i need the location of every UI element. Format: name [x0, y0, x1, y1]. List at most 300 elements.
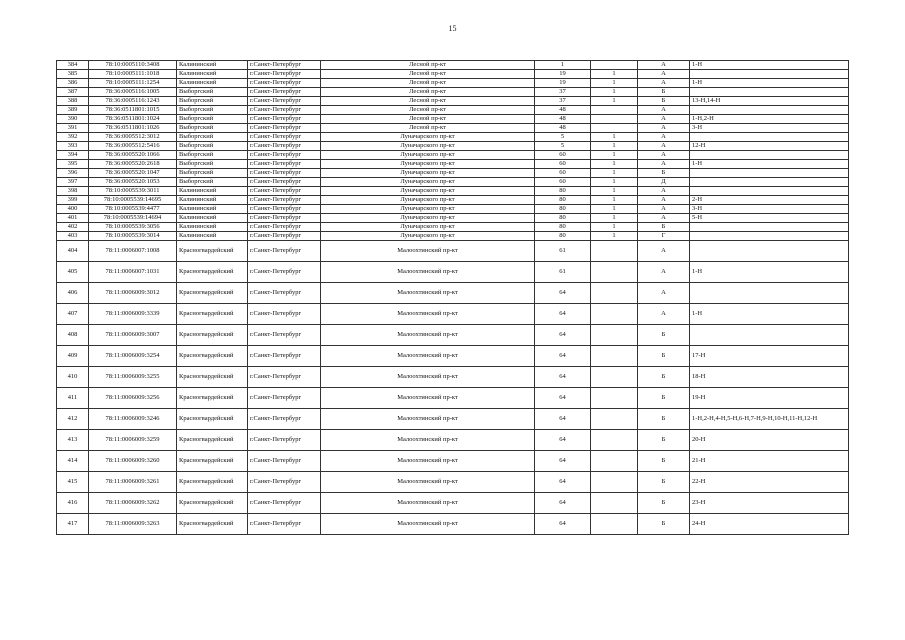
building-cell [591, 472, 638, 493]
table-row [57, 61, 849, 70]
premises-cell [690, 133, 849, 142]
building-cell [591, 493, 638, 514]
letter-cell: Д [638, 178, 690, 187]
premises-cell: 18-Н [690, 367, 849, 388]
street-cell: Малоохтинский пр-кт [321, 283, 535, 304]
district-cell: Выборгский [177, 178, 248, 187]
district-cell: Красногвардейский [177, 493, 248, 514]
premises-cell: 24-Н [690, 514, 849, 535]
house-number-cell: 64 [535, 451, 591, 472]
cadastral-number-cell: 78:10:0005539:3014 [89, 232, 177, 241]
street-cell: Малоохтинский пр-кт [321, 409, 535, 430]
street-cell: Малоохтинский пр-кт [321, 241, 535, 262]
premises-cell: 3-Н [690, 124, 849, 133]
building-cell: 1 [591, 88, 638, 97]
table-row [57, 232, 849, 241]
street-cell: Луначарского пр-кт [321, 205, 535, 214]
row-number-cell: 393 [57, 142, 89, 151]
letter-cell: Г [638, 232, 690, 241]
premises-cell [690, 241, 849, 262]
row-number-cell: 398 [57, 187, 89, 196]
building-cell [591, 451, 638, 472]
building-cell [591, 388, 638, 409]
district-cell: Выборгский [177, 151, 248, 160]
street-cell: Лесной пр-кт [321, 124, 535, 133]
table-row [57, 88, 849, 97]
street-cell: Луначарского пр-кт [321, 178, 535, 187]
table-row [57, 514, 849, 535]
table-row [57, 346, 849, 367]
house-number-cell: 64 [535, 346, 591, 367]
city-cell: г.Санкт-Петербург [248, 451, 321, 472]
cadastral-number-cell: 78:36:0005520:1066 [89, 151, 177, 160]
city-cell: г.Санкт-Петербург [248, 115, 321, 124]
district-cell: Красногвардейский [177, 472, 248, 493]
city-cell: г.Санкт-Петербург [248, 61, 321, 70]
premises-cell: 1-Н,2-Н,4-Н,5-Н,6-Н,7-Н,9-Н,10-Н,11-Н,12-Н [690, 409, 849, 430]
table-row [57, 106, 849, 115]
city-cell: г.Санкт-Петербург [248, 214, 321, 223]
house-number-cell: 64 [535, 325, 591, 346]
letter-cell: Б [638, 514, 690, 535]
row-number-cell: 394 [57, 151, 89, 160]
building-cell: 1 [591, 214, 638, 223]
city-cell: г.Санкт-Петербург [248, 70, 321, 79]
street-cell: Малоохтинский пр-кт [321, 367, 535, 388]
street-cell: Луначарского пр-кт [321, 232, 535, 241]
premises-cell [690, 223, 849, 232]
cadastral-number-cell: 78:36:0511801:1024 [89, 115, 177, 124]
cadastral-number-cell: 78:10:0005539:14695 [89, 196, 177, 205]
table-row [57, 133, 849, 142]
house-number-cell: 64 [535, 493, 591, 514]
row-number-cell: 416 [57, 493, 89, 514]
house-number-cell: 19 [535, 79, 591, 88]
house-number-cell: 64 [535, 472, 591, 493]
row-number-cell: 415 [57, 472, 89, 493]
city-cell: г.Санкт-Петербург [248, 346, 321, 367]
premises-cell: 17-Н [690, 346, 849, 367]
registry-table [56, 60, 849, 535]
house-number-cell: 60 [535, 151, 591, 160]
letter-cell: Б [638, 388, 690, 409]
house-number-cell: 1 [535, 61, 591, 70]
table-row [57, 169, 849, 178]
cadastral-number-cell: 78:11:0006009:3263 [89, 514, 177, 535]
building-cell [591, 304, 638, 325]
city-cell: г.Санкт-Петербург [248, 367, 321, 388]
row-number-cell: 389 [57, 106, 89, 115]
row-number-cell: 414 [57, 451, 89, 472]
city-cell: г.Санкт-Петербург [248, 196, 321, 205]
cadastral-number-cell: 78:10:0005111:1254 [89, 79, 177, 88]
row-number-cell: 399 [57, 196, 89, 205]
row-number-cell: 409 [57, 346, 89, 367]
row-number-cell: 392 [57, 133, 89, 142]
district-cell: Красногвардейский [177, 262, 248, 283]
premises-cell: 13-Н,14-Н [690, 97, 849, 106]
letter-cell: Б [638, 346, 690, 367]
premises-cell: 20-Н [690, 430, 849, 451]
cadastral-number-cell: 78:11:0006009:3007 [89, 325, 177, 346]
registry-table-body [57, 61, 849, 535]
table-row [57, 472, 849, 493]
city-cell: г.Санкт-Петербург [248, 325, 321, 346]
table-row [57, 262, 849, 283]
district-cell: Красногвардейский [177, 388, 248, 409]
table-row [57, 388, 849, 409]
row-number-cell: 388 [57, 97, 89, 106]
premises-cell [690, 325, 849, 346]
house-number-cell: 64 [535, 388, 591, 409]
street-cell: Лесной пр-кт [321, 106, 535, 115]
letter-cell: А [638, 283, 690, 304]
building-cell [591, 325, 638, 346]
premises-cell [690, 106, 849, 115]
premises-cell: 23-Н [690, 493, 849, 514]
city-cell: г.Санкт-Петербург [248, 160, 321, 169]
house-number-cell: 80 [535, 223, 591, 232]
street-cell: Малоохтинский пр-кт [321, 262, 535, 283]
city-cell: г.Санкт-Петербург [248, 430, 321, 451]
table-row [57, 214, 849, 223]
house-number-cell: 61 [535, 262, 591, 283]
building-cell [591, 346, 638, 367]
row-number-cell: 405 [57, 262, 89, 283]
cadastral-number-cell: 78:11:0006009:3246 [89, 409, 177, 430]
street-cell: Лесной пр-кт [321, 61, 535, 70]
premises-cell: 2-Н [690, 196, 849, 205]
house-number-cell: 61 [535, 241, 591, 262]
cadastral-number-cell: 78:10:0005110:3408 [89, 61, 177, 70]
row-number-cell: 387 [57, 88, 89, 97]
street-cell: Луначарского пр-кт [321, 142, 535, 151]
row-number-cell: 395 [57, 160, 89, 169]
row-number-cell: 403 [57, 232, 89, 241]
premises-cell [690, 88, 849, 97]
cadastral-number-cell: 78:10:0005539:3056 [89, 223, 177, 232]
table-row [57, 70, 849, 79]
cadastral-number-cell: 78:36:0005116:1243 [89, 97, 177, 106]
city-cell: г.Санкт-Петербург [248, 133, 321, 142]
letter-cell: А [638, 79, 690, 88]
cadastral-number-cell: 78:36:0005520:1047 [89, 169, 177, 178]
premises-cell: 12-Н [690, 142, 849, 151]
letter-cell: А [638, 205, 690, 214]
street-cell: Луначарского пр-кт [321, 223, 535, 232]
street-cell: Малоохтинский пр-кт [321, 430, 535, 451]
premises-cell: 1-Н [690, 262, 849, 283]
building-cell: 1 [591, 187, 638, 196]
building-cell [591, 430, 638, 451]
house-number-cell: 80 [535, 205, 591, 214]
street-cell: Лесной пр-кт [321, 115, 535, 124]
row-number-cell: 406 [57, 283, 89, 304]
letter-cell: А [638, 124, 690, 133]
street-cell: Лесной пр-кт [321, 88, 535, 97]
building-cell [591, 115, 638, 124]
letter-cell: А [638, 115, 690, 124]
building-cell [591, 514, 638, 535]
street-cell: Малоохтинский пр-кт [321, 493, 535, 514]
city-cell: г.Санкт-Петербург [248, 241, 321, 262]
table-row [57, 304, 849, 325]
house-number-cell: 80 [535, 187, 591, 196]
row-number-cell: 404 [57, 241, 89, 262]
street-cell: Малоохтинский пр-кт [321, 325, 535, 346]
table-row [57, 97, 849, 106]
letter-cell: А [638, 214, 690, 223]
district-cell: Выборгский [177, 142, 248, 151]
row-number-cell: 386 [57, 79, 89, 88]
district-cell: Выборгский [177, 169, 248, 178]
district-cell: Калининский [177, 187, 248, 196]
row-number-cell: 410 [57, 367, 89, 388]
city-cell: г.Санкт-Петербург [248, 223, 321, 232]
table-row [57, 241, 849, 262]
district-cell: Красногвардейский [177, 367, 248, 388]
cadastral-number-cell: 78:36:0005520:1053 [89, 178, 177, 187]
district-cell: Калининский [177, 214, 248, 223]
city-cell: г.Санкт-Петербург [248, 178, 321, 187]
city-cell: г.Санкт-Петербург [248, 88, 321, 97]
district-cell: Калининский [177, 70, 248, 79]
building-cell [591, 409, 638, 430]
letter-cell: Б [638, 493, 690, 514]
district-cell: Выборгский [177, 115, 248, 124]
letter-cell: А [638, 70, 690, 79]
premises-cell [690, 178, 849, 187]
table-row [57, 187, 849, 196]
city-cell: г.Санкт-Петербург [248, 388, 321, 409]
building-cell: 1 [591, 160, 638, 169]
table-row [57, 223, 849, 232]
building-cell: 1 [591, 232, 638, 241]
letter-cell: Б [638, 169, 690, 178]
premises-cell: 22-Н [690, 472, 849, 493]
cadastral-number-cell: 78:36:0005520:2618 [89, 160, 177, 169]
building-cell [591, 283, 638, 304]
district-cell: Красногвардейский [177, 304, 248, 325]
city-cell: г.Санкт-Петербург [248, 304, 321, 325]
cadastral-number-cell: 78:36:0005512:5416 [89, 142, 177, 151]
table-row [57, 160, 849, 169]
street-cell: Лесной пр-кт [321, 70, 535, 79]
building-cell: 1 [591, 151, 638, 160]
letter-cell: А [638, 142, 690, 151]
cadastral-number-cell: 78:11:0006009:3259 [89, 430, 177, 451]
street-cell: Лесной пр-кт [321, 79, 535, 88]
house-number-cell: 48 [535, 115, 591, 124]
row-number-cell: 384 [57, 61, 89, 70]
row-number-cell: 401 [57, 214, 89, 223]
street-cell: Малоохтинский пр-кт [321, 388, 535, 409]
district-cell: Выборгский [177, 88, 248, 97]
street-cell: Малоохтинский пр-кт [321, 304, 535, 325]
cadastral-number-cell: 78:36:0511801:1015 [89, 106, 177, 115]
table-row [57, 196, 849, 205]
letter-cell: Б [638, 367, 690, 388]
street-cell: Луначарского пр-кт [321, 187, 535, 196]
building-cell: 1 [591, 223, 638, 232]
house-number-cell: 80 [535, 214, 591, 223]
table-row [57, 367, 849, 388]
house-number-cell: 80 [535, 196, 591, 205]
letter-cell: Б [638, 223, 690, 232]
letter-cell: А [638, 133, 690, 142]
table-row [57, 430, 849, 451]
building-cell [591, 124, 638, 133]
premises-cell: 19-Н [690, 388, 849, 409]
district-cell: Калининский [177, 232, 248, 241]
city-cell: г.Санкт-Петербург [248, 151, 321, 160]
row-number-cell: 400 [57, 205, 89, 214]
district-cell: Красногвардейский [177, 325, 248, 346]
letter-cell: А [638, 196, 690, 205]
house-number-cell: 5 [535, 142, 591, 151]
city-cell: г.Санкт-Петербург [248, 187, 321, 196]
row-number-cell: 411 [57, 388, 89, 409]
building-cell: 1 [591, 205, 638, 214]
row-number-cell: 402 [57, 223, 89, 232]
table-row [57, 142, 849, 151]
house-number-cell: 64 [535, 514, 591, 535]
cadastral-number-cell: 78:36:0005116:1005 [89, 88, 177, 97]
house-number-cell: 48 [535, 124, 591, 133]
table-row [57, 325, 849, 346]
building-cell: 1 [591, 169, 638, 178]
table-row [57, 493, 849, 514]
row-number-cell: 412 [57, 409, 89, 430]
letter-cell: Б [638, 472, 690, 493]
cadastral-number-cell: 78:11:0006009:3012 [89, 283, 177, 304]
house-number-cell: 64 [535, 304, 591, 325]
row-number-cell: 385 [57, 70, 89, 79]
premises-cell [690, 169, 849, 178]
letter-cell: А [638, 160, 690, 169]
district-cell: Красногвардейский [177, 514, 248, 535]
premises-cell: 5-Н [690, 214, 849, 223]
premises-cell: 1-Н,2-Н [690, 115, 849, 124]
premises-cell: 21-Н [690, 451, 849, 472]
table-row [57, 178, 849, 187]
city-cell: г.Санкт-Петербург [248, 169, 321, 178]
district-cell: Красногвардейский [177, 346, 248, 367]
building-cell: 1 [591, 142, 638, 151]
premises-cell [690, 232, 849, 241]
premises-cell: 1-Н [690, 160, 849, 169]
city-cell: г.Санкт-Петербург [248, 232, 321, 241]
premises-cell: 1-Н [690, 79, 849, 88]
district-cell: Выборгский [177, 106, 248, 115]
cadastral-number-cell: 78:36:0511801:1026 [89, 124, 177, 133]
city-cell: г.Санкт-Петербург [248, 205, 321, 214]
city-cell: г.Санкт-Петербург [248, 409, 321, 430]
premises-cell [690, 70, 849, 79]
table-row [57, 151, 849, 160]
building-cell: 1 [591, 79, 638, 88]
house-number-cell: 64 [535, 409, 591, 430]
table-row [57, 283, 849, 304]
district-cell: Калининский [177, 61, 248, 70]
street-cell: Лесной пр-кт [321, 97, 535, 106]
building-cell [591, 106, 638, 115]
cadastral-number-cell: 78:10:0005539:14694 [89, 214, 177, 223]
street-cell: Малоохтинский пр-кт [321, 472, 535, 493]
district-cell: Калининский [177, 79, 248, 88]
cadastral-number-cell: 78:11:0006009:3261 [89, 472, 177, 493]
district-cell: Красногвардейский [177, 430, 248, 451]
building-cell: 1 [591, 70, 638, 79]
city-cell: г.Санкт-Петербург [248, 106, 321, 115]
district-cell: Калининский [177, 223, 248, 232]
premises-cell: 1-Н [690, 61, 849, 70]
house-number-cell: 60 [535, 178, 591, 187]
city-cell: г.Санкт-Петербург [248, 472, 321, 493]
letter-cell: Б [638, 97, 690, 106]
city-cell: г.Санкт-Петербург [248, 124, 321, 133]
house-number-cell: 19 [535, 70, 591, 79]
city-cell: г.Санкт-Петербург [248, 97, 321, 106]
street-cell: Малоохтинский пр-кт [321, 451, 535, 472]
row-number-cell: 407 [57, 304, 89, 325]
district-cell: Красногвардейский [177, 241, 248, 262]
premises-cell [690, 187, 849, 196]
letter-cell: А [638, 187, 690, 196]
city-cell: г.Санкт-Петербург [248, 79, 321, 88]
city-cell: г.Санкт-Петербург [248, 493, 321, 514]
letter-cell: Б [638, 451, 690, 472]
building-cell: 1 [591, 133, 638, 142]
street-cell: Луначарского пр-кт [321, 196, 535, 205]
street-cell: Малоохтинский пр-кт [321, 514, 535, 535]
district-cell: Выборгский [177, 124, 248, 133]
district-cell: Выборгский [177, 97, 248, 106]
table-row [57, 451, 849, 472]
letter-cell: Б [638, 409, 690, 430]
cadastral-number-cell: 78:11:0006009:3255 [89, 367, 177, 388]
district-cell: Красногвардейский [177, 451, 248, 472]
city-cell: г.Санкт-Петербург [248, 514, 321, 535]
letter-cell: А [638, 106, 690, 115]
row-number-cell: 413 [57, 430, 89, 451]
cadastral-number-cell: 78:11:0006007:1008 [89, 241, 177, 262]
house-number-cell: 37 [535, 88, 591, 97]
house-number-cell: 64 [535, 430, 591, 451]
row-number-cell: 396 [57, 169, 89, 178]
premises-cell: 1-Н [690, 304, 849, 325]
letter-cell: А [638, 304, 690, 325]
house-number-cell: 60 [535, 169, 591, 178]
cadastral-number-cell: 78:11:0006009:3256 [89, 388, 177, 409]
letter-cell: Б [638, 88, 690, 97]
premises-cell [690, 151, 849, 160]
street-cell: Луначарского пр-кт [321, 169, 535, 178]
house-number-cell: 64 [535, 283, 591, 304]
cadastral-number-cell: 78:11:0006009:3339 [89, 304, 177, 325]
building-cell: 1 [591, 178, 638, 187]
street-cell: Луначарского пр-кт [321, 133, 535, 142]
table-row [57, 115, 849, 124]
row-number-cell: 417 [57, 514, 89, 535]
table-row [57, 205, 849, 214]
cadastral-number-cell: 78:11:0006009:3262 [89, 493, 177, 514]
house-number-cell: 60 [535, 160, 591, 169]
district-cell: Красногвардейский [177, 409, 248, 430]
cadastral-number-cell: 78:10:0005539:4477 [89, 205, 177, 214]
district-cell: Выборгский [177, 133, 248, 142]
building-cell: 1 [591, 97, 638, 106]
